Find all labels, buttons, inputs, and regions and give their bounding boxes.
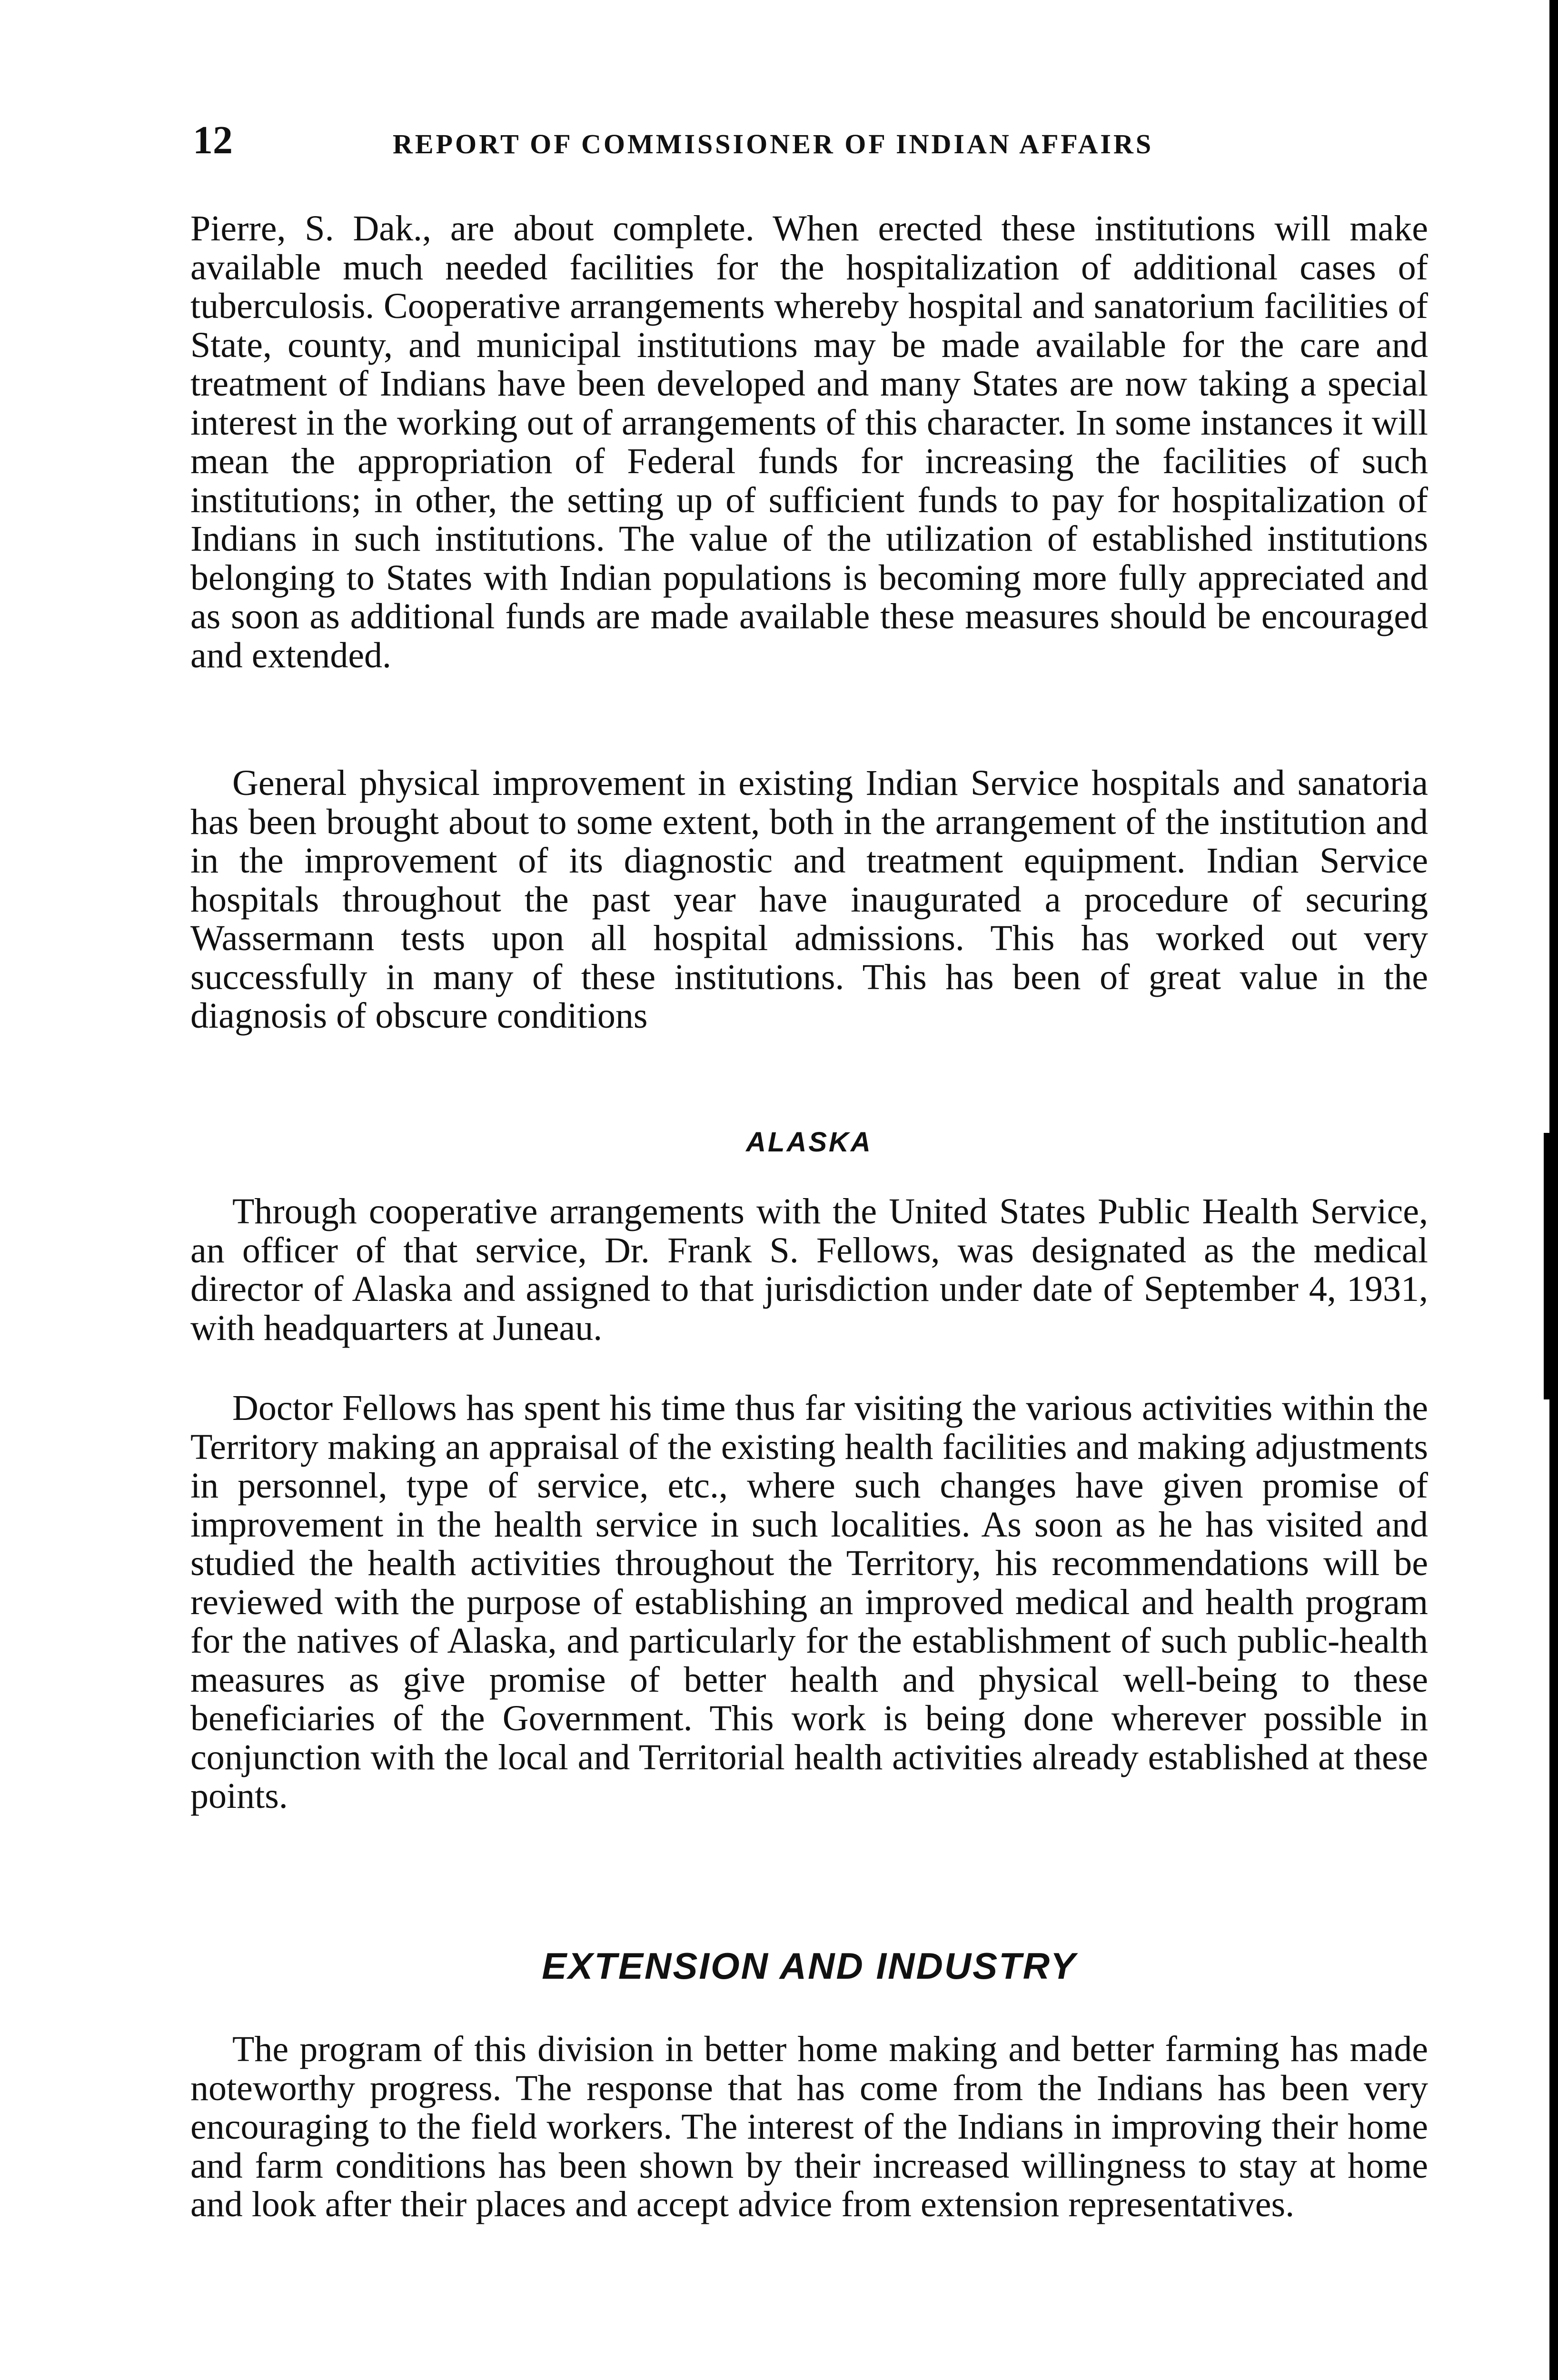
paragraph-text: General physical improvement in existing Indian Service hospitals and sanatoria has been brought about to some extent, both in the arrangement of the institution and in the improvement of its diagnostic and treatment equipment. Indian Service hospitals throughout the past year have inaugurated a procedure of securing Wassermann tests upon all hospital admissions. This has worked out very successfully in many of these institutions. This has been of great value in the diagnosis of obscure conditions xyxy=(190,763,1428,1036)
section-heading-extension-and-industry: EXTENSION AND INDUSTRY xyxy=(542,1945,1077,1987)
paragraph-extension-program xyxy=(190,2030,1428,2224)
paragraph-text: The program of this division in better home making and better farming has made noteworthy progress. The response that has come from the Indians has been very encouraging to the field workers. The interest of the Indians in improving their home and farm conditions has been shown by their increased willingness to stay at home and look after their places and accept advice from extension representatives. xyxy=(190,2029,1428,2224)
section-heading-alaska: ALASKA xyxy=(746,1127,873,1158)
paragraph-physical-improvement xyxy=(190,764,1428,1036)
paragraph-text: Doctor Fellows has spent his time thus far visiting the various activities within the Territory making an appraisal of the existing health facilities and making adjustments in personnel, type of service, etc., where such changes have given promise of improvement in the health service in such localities. As soon as he has visited and studied the health activities throughout the Territory, his recommendations will be reviewed with the purpose of establishing an improved medical and health program for the natives of Alaska, and particularly for the establishment of such public-health measures as give promise of better health and physical well-being to these beneficiaries of the Government. This work is being done wherever possible in conjunction with the local and Territorial health activities already established at these points. xyxy=(190,1388,1428,1816)
paragraph-tuberculosis-facilities: Pierre, S. Dak., are about complete. When erected these institutions will make available much needed facilities for the hospitalization of additional cases of tuberculosis. Cooperative arrangements whereby hospital and sanatorium facilities of State, county, and municipal institutions may be made available for the care and treatment of Indians have been developed and many States are now taking a special interest in the working out of arrangements of this character. In some instances it will mean the appropriation of Federal funds for increasing the facilities of such institutions; in other, the setting up of sufficient funds to pay for hospitalization of Indians in such institutions. The value of the utilization of established institutions belonging to States with Indian populations is becoming more fully appreciated and as soon as additional funds are made available these measures should be encouraged and extended. xyxy=(190,208,1428,675)
scan-edge-mark xyxy=(1544,1133,1558,1399)
paragraph-text: Through cooperative arrangements with the United States Public Health Service, an officer of that service, Dr. Frank S. Fellows, was designated as the medical director of Alaska and assigned to that jurisdiction under date of September 4, 1931, with headquarters at Juneau. xyxy=(190,1191,1428,1348)
paragraph-alaska-medical-director xyxy=(190,1192,1428,1348)
paragraph-doctor-fellows xyxy=(190,1389,1428,1816)
running-title: REPORT OF COMMISSIONER OF INDIAN AFFAIRS xyxy=(393,129,1154,159)
page-header xyxy=(193,114,1440,167)
page-number: 12 xyxy=(193,118,233,162)
